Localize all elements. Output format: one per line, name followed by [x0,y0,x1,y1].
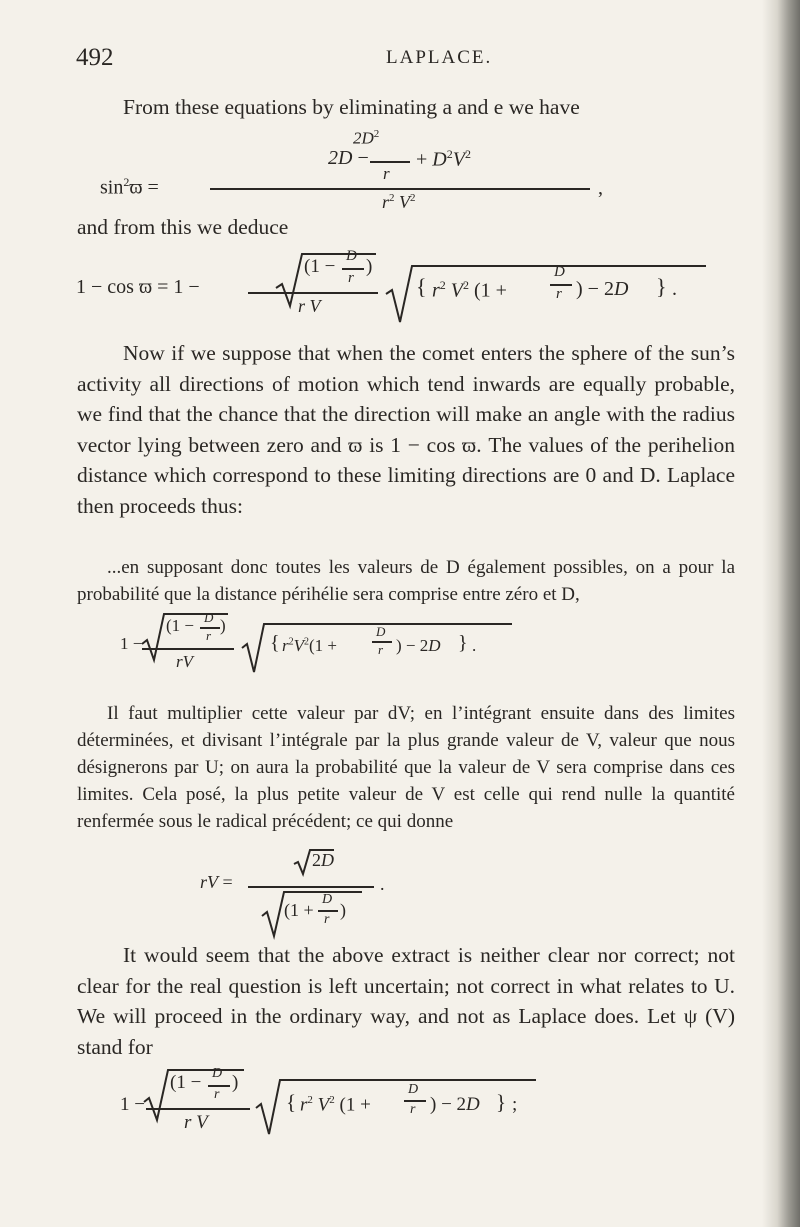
french-quote-1: ...en supposant donc toutes les valeurs de D également possibles, on a pour la probabilité que la distance périhélie sera comprise entre zéro et D, [77,557,735,605]
equation-4: 2D rV = . (1 + D r ) [200,846,500,938]
running-head: LAPLACE. [386,47,493,68]
equation-5: (1 − D r ) 1 − r V { $r^2$ $V^2$ (1 + D r ) − 2D } ; [120,1066,640,1148]
paragraph-1: From these equations by eliminating a and e we have [123,95,580,119]
paragraph-4: It would seem that the above extract is neither clear nor correct; not clear for the real question is left uncertain; not correct in what relates to U. We will proceed in the ordinary way, and not as Laplace does. Let ψ (V) stand for [77,943,735,1059]
equation-3: (1 − D r ) 1 − rV { $r^2V^2(1$ + D r ) − 2D } . [120,610,640,690]
paragraph-3: Now if we suppose that when the comet enters the sphere of the sun’s activity all directions of motion which tend inwards are equally probable, we find that the chance that the direction will make an angle with the radius vector lying between zero and ϖ is 1 − cos ϖ. The values of the perihelion distance which correspond to these limiting directions are 0 and D. Laplace then proceeds thus: [77,341,735,518]
equation-1: $2D^2$ 2D − + $D^2V^2$ r $\sin^2ϖ$ = , $r^2$ $V^2$ [100,128,603,212]
paragraph-2: and from this we deduce [77,215,289,239]
french-quote-2: Il faut multiplier cette valeur par dV; en l’intégrant ensuite dans des limites déterminées, et divisant l’intégrale par la plus grande valeur de V, valeur que nous désignerons par U; on aura la probabilité que la valeur de V sera comprise dans ces limites. Cela posé, la plus petite valeur de V est celle qui rend nulle la quantité renfermée sous le radical précédent; ce qui donne [77,703,735,832]
equation-2: (1 − D r ) 1 − cos ϖ = 1 − r V { $r^2$ $V^2$ (1 + D r ) − 2D } . [76,248,736,330]
page-edge-shadow [762,0,800,1227]
page-number: 492 [76,44,114,71]
page-header [76,44,736,74]
